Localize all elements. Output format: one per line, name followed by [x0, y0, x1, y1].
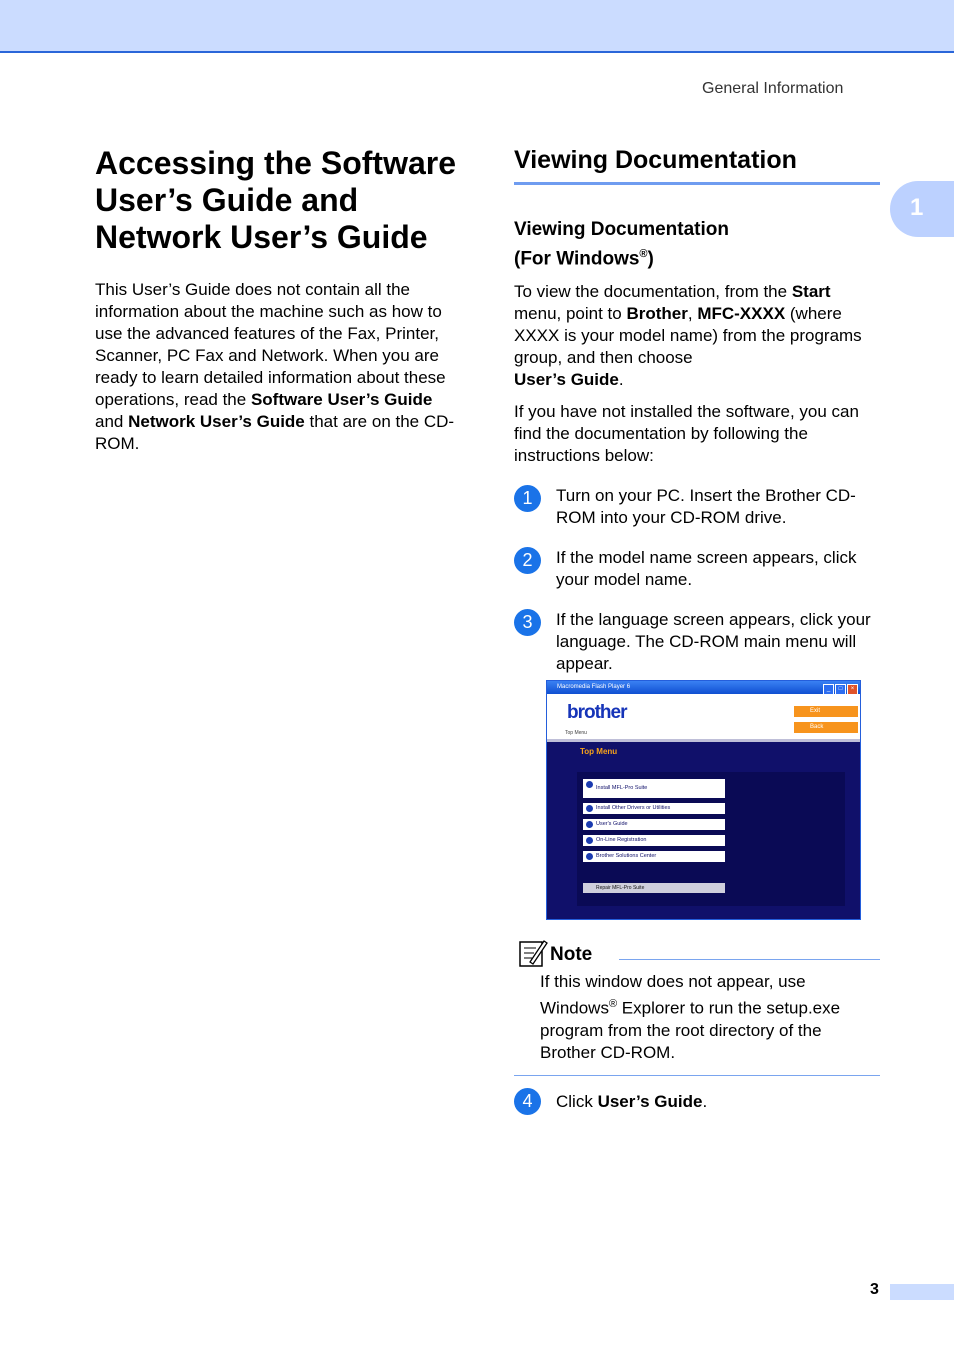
- bold-text: Start: [791, 282, 831, 302]
- left-column: [95, 145, 465, 455]
- step-text: Turn on your PC. Insert the Brother CD-ROM into your CD-ROM drive.: [556, 486, 856, 528]
- text: (where XXXX is your model name) from the programs group, and then choose: [514, 304, 862, 368]
- registered-mark: ®: [639, 248, 648, 260]
- note-pencil-icon: [518, 938, 548, 968]
- main-title: Accessing the Software User’s Guide and Network User’s Guide: [95, 145, 456, 255]
- note-title: Note: [550, 944, 593, 965]
- note-bottom-rule: [514, 1075, 880, 1076]
- menu-item-users-guide: User's Guide: [583, 819, 725, 830]
- cdrom-menu-screenshot: [546, 680, 861, 920]
- screenshot-header: [547, 694, 860, 739]
- bold-text: User’s Guide: [597, 1092, 703, 1111]
- text: Click: [556, 1092, 598, 1111]
- bold-text: Software User’s Guide: [250, 390, 433, 409]
- sub-title-line1: Viewing Documentation: [514, 219, 730, 240]
- menu-panel: [577, 772, 845, 906]
- chapter-tab: [890, 181, 954, 237]
- step-text: If the model name screen appears, click your model name.: [556, 548, 857, 590]
- right-column: [514, 144, 880, 675]
- step-2: [514, 547, 880, 591]
- text: To view the documentation, from the: [514, 282, 792, 302]
- text: This User’s Guide does not contain all the information about the machine such as how to use the advanced features of the Fax, Printer, Scanner, PC Fax and Network. When you are ready to learn detailed information about these operations, read the: [95, 280, 446, 409]
- page-number: 3: [870, 1281, 879, 1298]
- text: menu, point to: [514, 304, 627, 324]
- bold-text: Network User’s Guide: [128, 412, 305, 431]
- exit-button: Exit: [794, 706, 858, 717]
- sub-title-close: ): [647, 248, 654, 270]
- instructions-paragraph: [514, 281, 880, 391]
- section-title: Viewing Documentation: [514, 144, 880, 185]
- window-title-bar: [547, 681, 860, 694]
- text: that are on the CD-ROM.: [95, 412, 455, 453]
- text: .: [618, 370, 624, 390]
- step-4: [514, 1088, 922, 1113]
- text: If this window does not appear, use Windows: [540, 972, 806, 1018]
- step-text: [556, 1091, 922, 1113]
- top-header-band: [0, 0, 954, 53]
- text: ,: [687, 304, 698, 324]
- step-1: [514, 485, 880, 529]
- registered-mark: ®: [608, 998, 618, 1010]
- bold-text: User’s Guide: [514, 370, 619, 390]
- step-number-badge: 3: [514, 609, 541, 636]
- text: and: [95, 412, 129, 431]
- maximize-icon: □: [835, 684, 846, 695]
- back-button: Back: [794, 722, 858, 733]
- page-tab: [890, 1284, 954, 1300]
- running-header: General Information: [702, 80, 844, 97]
- text: .: [702, 1092, 708, 1111]
- brand-logo: brother: [567, 702, 627, 723]
- menu-item-other-drivers: Install Other Drivers or Utilities: [583, 803, 725, 814]
- header-strip: [547, 739, 860, 742]
- breadcrumb: Top Menu: [565, 730, 587, 736]
- sub-title-line2: (For Windows: [514, 248, 640, 270]
- chapter-number: 1: [910, 194, 924, 221]
- step-number-badge: 4: [514, 1088, 541, 1115]
- step-3: [514, 609, 880, 675]
- menu-item-solutions-center: Brother Solutions Center: [583, 851, 725, 862]
- note-rule: [619, 959, 880, 960]
- intro-paragraph: [95, 279, 465, 455]
- bold-text: Brother: [626, 304, 688, 324]
- menu-item-install-suite: Install MFL-Pro Suite: [583, 779, 725, 798]
- step-number-badge: 1: [514, 485, 541, 512]
- menu-item-registration: On-Line Registration: [583, 835, 725, 846]
- step-number-badge: 2: [514, 547, 541, 574]
- text: Explorer to run the setup.exe program from the root directory of the Brother CD-ROM.: [540, 998, 841, 1062]
- bold-text: MFC-XXXX: [697, 304, 786, 324]
- sub-title: [514, 218, 880, 271]
- window-title: Macromedia Flash Player 6: [557, 684, 631, 690]
- close-icon: ×: [847, 684, 858, 695]
- step-text: If the language screen appears, click your language. The CD-ROM main menu will appear.: [556, 610, 871, 674]
- not-installed-paragraph: If you have not installed the software, you can find the documentation by following the instructions below:: [514, 402, 859, 466]
- note-text: [540, 971, 880, 1064]
- minimize-icon: _: [823, 684, 834, 695]
- menu-title: Top Menu: [580, 747, 618, 756]
- menu-item-repair: Repair MFL-Pro Suite: [583, 883, 725, 893]
